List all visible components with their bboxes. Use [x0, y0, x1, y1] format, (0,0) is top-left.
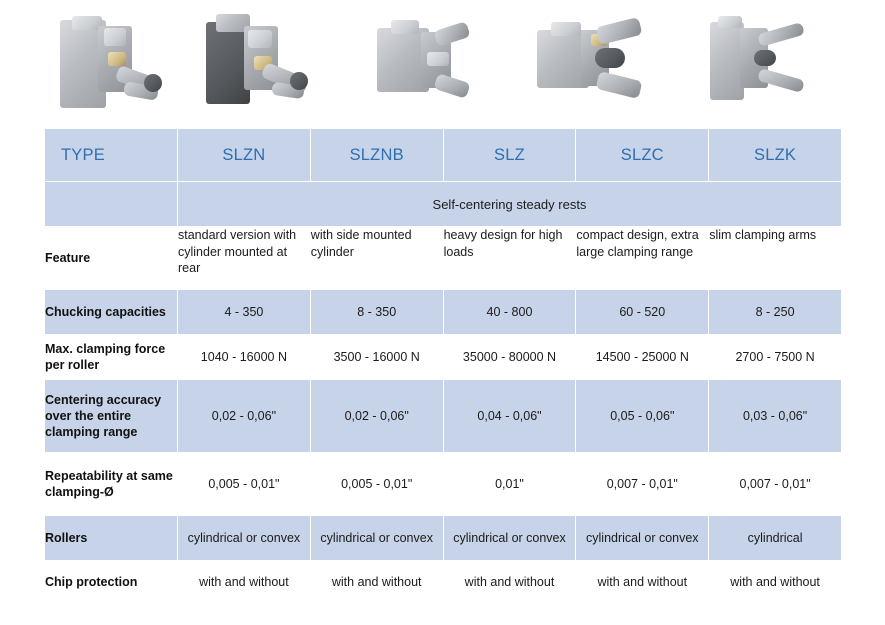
cell-repeat-slzk: 0,007 - 0,01" — [709, 453, 842, 516]
specification-table — [44, 128, 842, 604]
band-spacer — [45, 182, 178, 227]
product-image-strip — [44, 0, 841, 128]
cell-feature-slznb: with side mounted cylinder — [310, 227, 443, 290]
row-label-feature: Feature — [45, 227, 178, 290]
table-header-row — [45, 129, 842, 182]
cell-feature-slzc: compact design, extra large clamping range — [576, 227, 709, 290]
header-type-label: TYPE — [45, 129, 178, 182]
cell-feature-slz: heavy design for high loads — [443, 227, 576, 290]
cell-centering-slzk: 0,03 - 0,06" — [709, 380, 842, 453]
cell-rollers-slzn: cylindrical or convex — [178, 516, 311, 561]
header-col-slzk: SLZK — [709, 129, 842, 182]
cell-repeat-slzc: 0,007 - 0,01" — [576, 453, 709, 516]
cell-force-slzc: 14500 - 25000 N — [576, 335, 709, 380]
cell-force-slznb: 3500 - 16000 N — [310, 335, 443, 380]
product-image-slz — [342, 0, 509, 128]
cell-feature-slzk: slim clamping arms — [709, 227, 842, 290]
cell-rollers-slzc: cylindrical or convex — [576, 516, 709, 561]
cell-chucking-slzc: 60 - 520 — [576, 290, 709, 335]
cell-rollers-slz: cylindrical or convex — [443, 516, 576, 561]
row-label-chucking-capacities: Chucking capacities — [45, 290, 178, 335]
row-label-chip-protection: Chip protection — [45, 561, 178, 604]
cell-feature-slzn: standard version with cylinder mounted at rear — [178, 227, 311, 290]
product-image-slznb — [175, 0, 342, 128]
row-label-repeatability: Repeatability at same clamping-Ø — [45, 453, 178, 516]
table-row — [45, 335, 842, 380]
table-row — [45, 561, 842, 604]
table-row — [45, 453, 842, 516]
product-image-slzn — [44, 0, 175, 128]
table-row — [45, 516, 842, 561]
header-col-slznb: SLZNB — [310, 129, 443, 182]
band-title: Self-centering steady rests — [178, 182, 842, 227]
cell-chip-slzn: with and without — [178, 561, 311, 604]
table-row — [45, 290, 842, 335]
table-row — [45, 380, 842, 453]
cell-chucking-slznb: 8 - 350 — [310, 290, 443, 335]
table-band-row — [45, 182, 842, 227]
cell-rollers-slzk: cylindrical — [709, 516, 842, 561]
cell-centering-slz: 0,04 - 0,06" — [443, 380, 576, 453]
table-row — [45, 227, 842, 290]
cell-force-slzn: 1040 - 16000 N — [178, 335, 311, 380]
cell-chip-slznb: with and without — [310, 561, 443, 604]
row-label-rollers: Rollers — [45, 516, 178, 561]
cell-chucking-slzk: 8 - 250 — [709, 290, 842, 335]
cell-centering-slzc: 0,05 - 0,06" — [576, 380, 709, 453]
cell-force-slz: 35000 - 80000 N — [443, 335, 576, 380]
cell-chip-slzk: with and without — [709, 561, 842, 604]
cell-chip-slz: with and without — [443, 561, 576, 604]
cell-repeat-slzn: 0,005 - 0,01" — [178, 453, 311, 516]
cell-repeat-slznb: 0,005 - 0,01" — [310, 453, 443, 516]
cell-centering-slznb: 0,02 - 0,06" — [310, 380, 443, 453]
row-label-centering-accuracy: Centering accuracy over the entire clamping range — [45, 380, 178, 453]
cell-centering-slzn: 0,02 - 0,06" — [178, 380, 311, 453]
cell-repeat-slz: 0,01" — [443, 453, 576, 516]
cell-rollers-slznb: cylindrical or convex — [310, 516, 443, 561]
cell-chucking-slzn: 4 - 350 — [178, 290, 311, 335]
product-image-slzc — [508, 0, 675, 128]
cell-chip-slzc: with and without — [576, 561, 709, 604]
product-image-slzk — [675, 0, 842, 128]
cell-chucking-slz: 40 - 800 — [443, 290, 576, 335]
header-col-slzn: SLZN — [178, 129, 311, 182]
row-label-max-clamping-force: Max. clamping force per roller — [45, 335, 178, 380]
cell-force-slzk: 2700 - 7500 N — [709, 335, 842, 380]
header-col-slz: SLZ — [443, 129, 576, 182]
header-col-slzc: SLZC — [576, 129, 709, 182]
